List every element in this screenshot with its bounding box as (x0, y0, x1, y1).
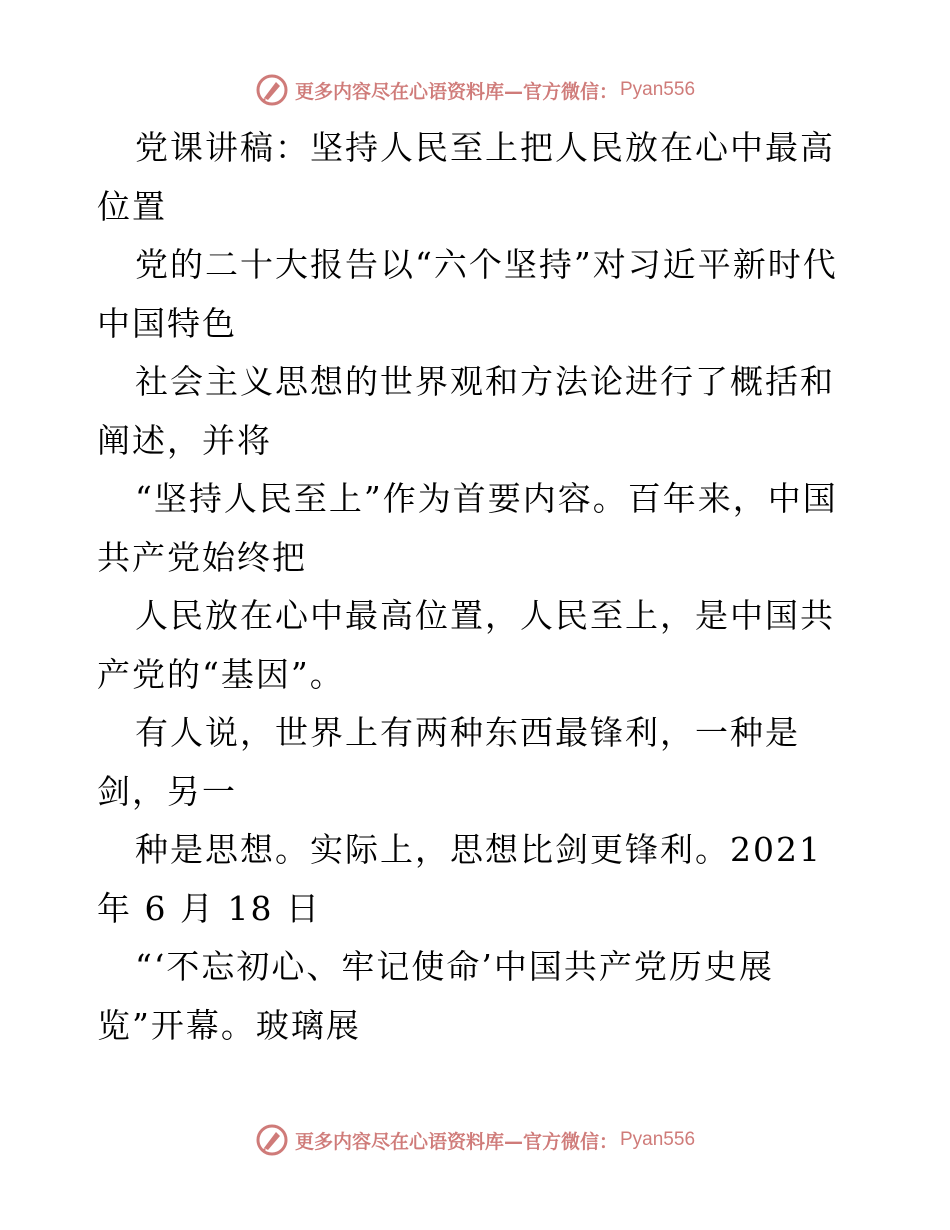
pen-nib-logo-icon (255, 73, 289, 107)
body-paragraph: 人民放在心中最高位置，人民至上，是中国共产党的“基因”。 (97, 596, 835, 694)
body-paragraph: 党的二十大报告以“六个坚持”对习近平新时代中国特色 (97, 245, 838, 343)
header-watermark (0, 70, 950, 110)
document-title: 党课讲稿：坚持人民至上把人民放在心中最高位置 (97, 128, 835, 226)
watermark-wechat-id: Pyan556 (620, 79, 696, 100)
pen-nib-logo-icon (255, 1123, 289, 1157)
body-paragraph: “坚持人民至上”作为首要内容。百年来，中国共产党始终把 (97, 479, 838, 577)
watermark-text: 更多内容尽在心语资料库—官方微信： (294, 80, 618, 103)
document-body (97, 119, 857, 1055)
body-paragraph: 种是思想。实际上，思想比剑更锋利。2021 年 6 月 18 日 (97, 830, 835, 928)
body-paragraph: “‘不忘初心、牢记使命’中国共产党历史展览”开幕。玻璃展 (97, 947, 774, 1045)
body-paragraph: 社会主义思想的世界观和方法论进行了概括和阐述，并将 (97, 362, 835, 460)
watermark-wechat-id: Pyan556 (620, 1129, 696, 1150)
watermark-text: 更多内容尽在心语资料库—官方微信： (294, 1130, 618, 1153)
body-paragraph: 有人说，世界上有两种东西最锋利，一种是剑，另一 (97, 713, 800, 811)
footer-watermark (0, 1120, 950, 1160)
